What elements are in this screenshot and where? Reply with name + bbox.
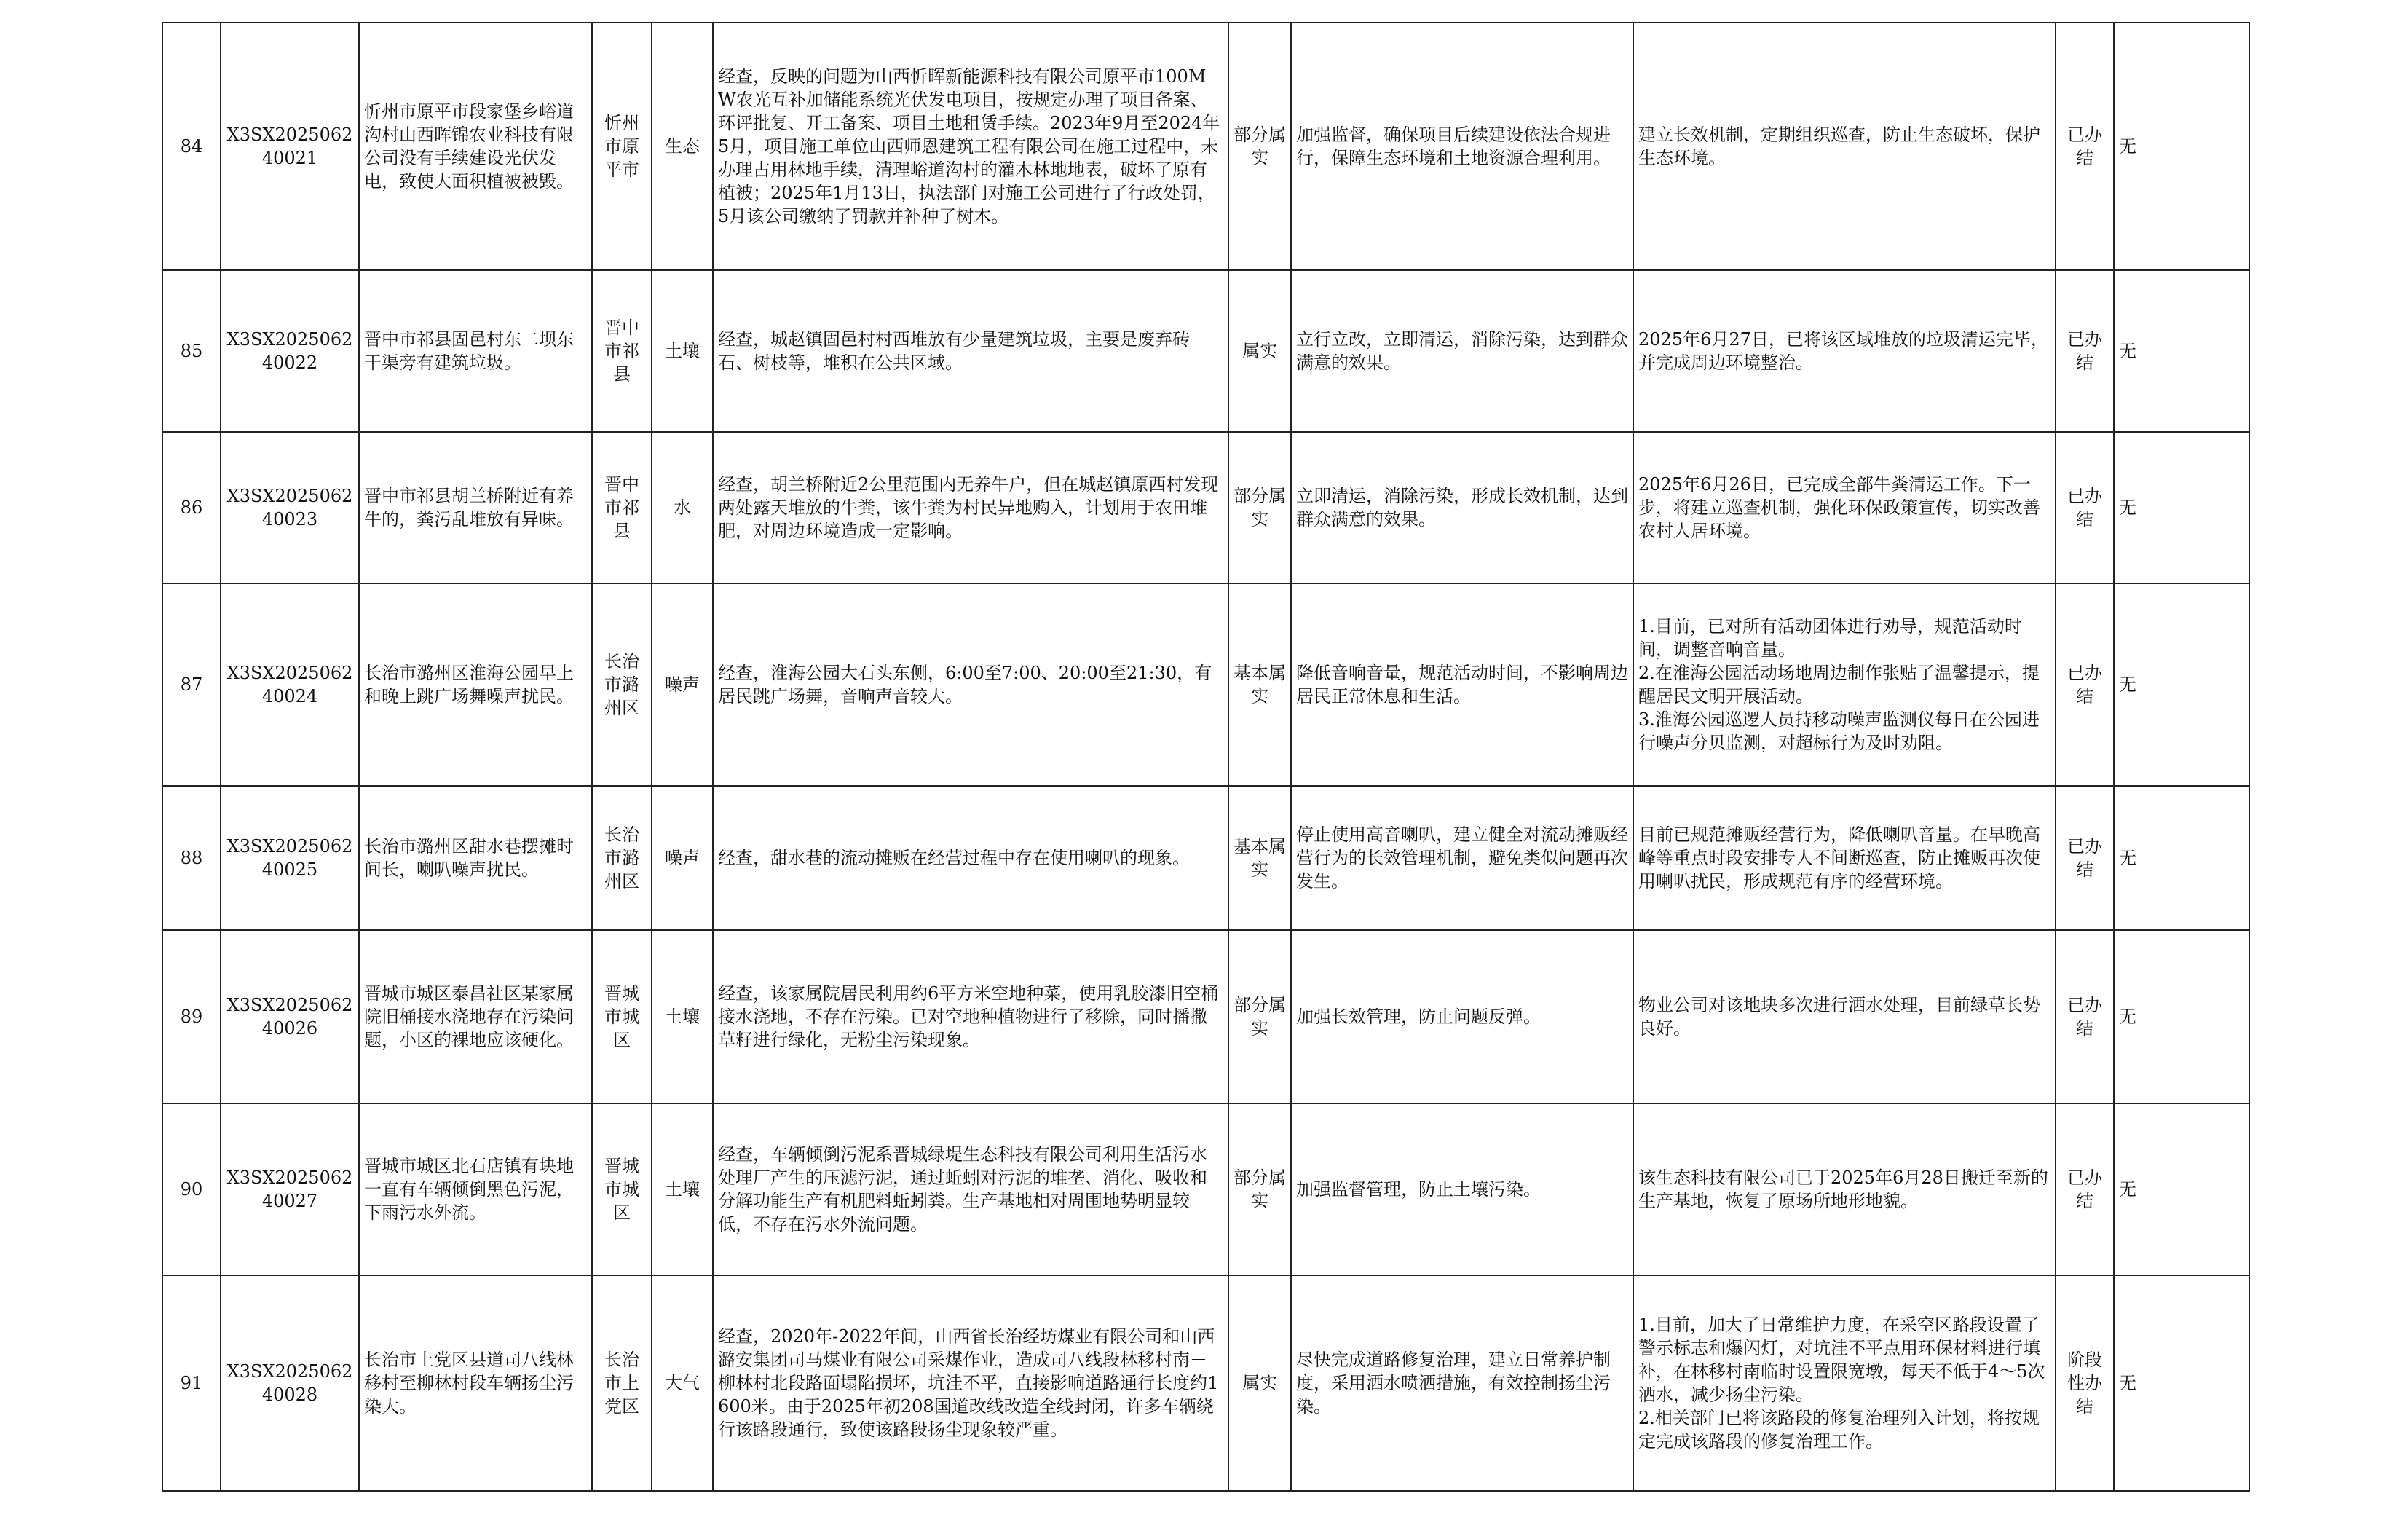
handling-requirement-cell: 尽快完成道路修复治理，建立日常养护制度，采用洒水喷洒措施，有效控制扬尘污染。 xyxy=(1291,1275,1633,1491)
verification-result-cell: 属实 xyxy=(1228,1275,1291,1491)
verification-result-cell: 部分属实 xyxy=(1228,1103,1291,1275)
complaint-description-cell: 晋中市祁县胡兰桥附近有养牛的，粪污乱堆放有异味。 xyxy=(359,432,592,583)
verification-result-cell: 基本属实 xyxy=(1228,583,1291,786)
remarks-cell: 无 xyxy=(2114,1275,2249,1491)
complaint-handling-table xyxy=(162,22,2250,1492)
completion-status-cell: 已办结 xyxy=(2056,583,2114,786)
handling-result-cell: 2025年6月26日，已完成全部牛粪清运工作。下一步，将建立巡查机制，强化环保政策宣传，切实改善农村人居环境。 xyxy=(1633,432,2056,583)
table-row xyxy=(162,270,2249,432)
case-code-cell: X3SX202506240021 xyxy=(221,23,359,270)
administrative-area-cell: 晋中市祁县 xyxy=(592,270,652,432)
case-code-cell: X3SX202506240024 xyxy=(221,583,359,786)
remarks-cell: 无 xyxy=(2114,786,2249,930)
table-row xyxy=(162,786,2249,930)
table-row xyxy=(162,583,2249,786)
handling-requirement-cell: 立即清运，消除污染，形成长效机制，达到群众满意的效果。 xyxy=(1291,432,1633,583)
handling-requirement-cell: 立行立改，立即清运，消除污染，达到群众满意的效果。 xyxy=(1291,270,1633,432)
table-row xyxy=(162,1103,2249,1275)
complaint-description-cell: 晋城市城区北石店镇有块地一直有车辆倾倒黑色污泥，下雨污水外流。 xyxy=(359,1103,592,1275)
table-row xyxy=(162,23,2249,270)
verification-result-cell: 部分属实 xyxy=(1228,432,1291,583)
investigation-finding-cell: 经查，甜水巷的流动摊贩在经营过程中存在使用喇叭的现象。 xyxy=(713,786,1228,930)
completion-status-cell: 已办结 xyxy=(2056,23,2114,270)
pollution-category-cell: 噪声 xyxy=(652,786,713,930)
administrative-area-cell: 忻州市原平市 xyxy=(592,23,652,270)
handling-result-cell: 物业公司对该地块多次进行洒水处理，目前绿草长势良好。 xyxy=(1633,930,2056,1103)
administrative-area-cell: 长治市上党区 xyxy=(592,1275,652,1491)
investigation-finding-cell: 经查，淮海公园大石头东侧，6:00至7:00、20:00至21:30，有居民跳广场舞，音响声音较大。 xyxy=(713,583,1228,786)
complaint-description-cell: 长治市潞州区淮海公园早上和晚上跳广场舞噪声扰民。 xyxy=(359,583,592,786)
case-code-cell: X3SX202506240022 xyxy=(221,270,359,432)
administrative-area-cell: 长治市潞州区 xyxy=(592,583,652,786)
handling-result-cell: 2025年6月27日，已将该区域堆放的垃圾清运完毕，并完成周边环境整治。 xyxy=(1633,270,2056,432)
case-code-cell: X3SX202506240025 xyxy=(221,786,359,930)
case-code-cell: X3SX202506240026 xyxy=(221,930,359,1103)
row-number-cell: 91 xyxy=(162,1275,221,1491)
investigation-finding-cell: 经查，城赵镇固邑村村西堆放有少量建筑垃圾，主要是废弃砖石、树枝等，堆积在公共区域。 xyxy=(713,270,1228,432)
investigation-finding-cell: 经查，反映的问题为山西忻晖新能源科技有限公司原平市100MW农光互补加储能系统光伏发电项目，按规定办理了项目备案、环评批复、开工备案、项目土地租赁手续。2023年9月至2024年5月，项目施工单位山西师恩建筑工程有限公司在施工过程中，未办理占用林地手续，清理峪道沟村的灌木林地地表，破坏了原有植被；2025年1月13日，执法部门对施工公司进行了行政处罚，5月该公司缴纳了罚款并补种了树木。 xyxy=(713,23,1228,270)
row-number-cell: 87 xyxy=(162,583,221,786)
pollution-category-cell: 生态 xyxy=(652,23,713,270)
row-number-cell: 85 xyxy=(162,270,221,432)
handling-result-cell: 1.目前，已对所有活动团体进行劝导，规范活动时间，调整音响音量。 2.在淮海公园活动场地周边制作张贴了温馨提示，提醒居民文明开展活动。 3.淮海公园巡逻人员持移动噪声监测仪每日在公园进行噪声分贝监测，对超标行为及时劝阻。 xyxy=(1633,583,2056,786)
case-code-cell: X3SX202506240023 xyxy=(221,432,359,583)
remarks-cell: 无 xyxy=(2114,583,2249,786)
completion-status-cell: 阶段性办结 xyxy=(2056,1275,2114,1491)
handling-result-cell: 目前已规范摊贩经营行为，降低喇叭音量。在早晚高峰等重点时段安排专人不间断巡查，防止摊贩再次使用喇叭扰民，形成规范有序的经营环境。 xyxy=(1633,786,2056,930)
table-row xyxy=(162,1275,2249,1491)
investigation-finding-cell: 经查，车辆倾倒污泥系晋城绿堤生态科技有限公司利用生活污水处理厂产生的压滤污泥，通过蚯蚓对污泥的堆垄、消化、吸收和分解功能生产有机肥料蚯蚓粪。生产基地相对周围地势明显较低，不存在污水外流问题。 xyxy=(713,1103,1228,1275)
verification-result-cell: 属实 xyxy=(1228,270,1291,432)
completion-status-cell: 已办结 xyxy=(2056,786,2114,930)
handling-requirement-cell: 停止使用高音喇叭，建立健全对流动摊贩经营行为的长效管理机制，避免类似问题再次发生。 xyxy=(1291,786,1633,930)
handling-requirement-cell: 降低音响音量，规范活动时间，不影响周边居民正常休息和生活。 xyxy=(1291,583,1633,786)
verification-result-cell: 部分属实 xyxy=(1228,930,1291,1103)
remarks-cell: 无 xyxy=(2114,930,2249,1103)
pollution-category-cell: 土壤 xyxy=(652,930,713,1103)
administrative-area-cell: 晋城市城区 xyxy=(592,1103,652,1275)
pollution-category-cell: 大气 xyxy=(652,1275,713,1491)
case-code-cell: X3SX202506240028 xyxy=(221,1275,359,1491)
table-row xyxy=(162,930,2249,1103)
verification-result-cell: 部分属实 xyxy=(1228,23,1291,270)
completion-status-cell: 已办结 xyxy=(2056,270,2114,432)
administrative-area-cell: 晋中市祁县 xyxy=(592,432,652,583)
handling-requirement-cell: 加强监督管理，防止土壤污染。 xyxy=(1291,1103,1633,1275)
handling-requirement-cell: 加强长效管理，防止问题反弹。 xyxy=(1291,930,1633,1103)
row-number-cell: 90 xyxy=(162,1103,221,1275)
row-number-cell: 89 xyxy=(162,930,221,1103)
complaint-description-cell: 晋城市城区泰昌社区某家属院旧桶接水浇地存在污染问题，小区的裸地应该硬化。 xyxy=(359,930,592,1103)
remarks-cell: 无 xyxy=(2114,432,2249,583)
handling-result-cell: 建立长效机制，定期组织巡查，防止生态破坏，保护生态环境。 xyxy=(1633,23,2056,270)
pollution-category-cell: 水 xyxy=(652,432,713,583)
document-page xyxy=(162,22,2249,1492)
remarks-cell: 无 xyxy=(2114,23,2249,270)
table-body xyxy=(162,23,2249,1491)
row-number-cell: 86 xyxy=(162,432,221,583)
complaint-description-cell: 长治市上党区县道司八线林移村至柳林村段车辆扬尘污染大。 xyxy=(359,1275,592,1491)
remarks-cell: 无 xyxy=(2114,1103,2249,1275)
handling-result-cell: 1.目前，加大了日常维护力度，在采空区路段设置了警示标志和爆闪灯，对坑洼不平点用环保材料进行填补，在林移村南临时设置限宽墩，每天不低于4～5次洒水，减少扬尘污染。 2.相关部门已将该路段的修复治理列入计划，将按规定完成该路段的修复治理工作。 xyxy=(1633,1275,2056,1491)
investigation-finding-cell: 经查，胡兰桥附近2公里范围内无养牛户，但在城赵镇原西村发现两处露天堆放的牛粪，该牛粪为村民异地购入，计划用于农田堆肥，对周边环境造成一定影响。 xyxy=(713,432,1228,583)
complaint-description-cell: 长治市潞州区甜水巷摆摊时间长，喇叭噪声扰民。 xyxy=(359,786,592,930)
completion-status-cell: 已办结 xyxy=(2056,432,2114,583)
row-number-cell: 84 xyxy=(162,23,221,270)
investigation-finding-cell: 经查，该家属院居民利用约6平方米空地种菜，使用乳胶漆旧空桶接水浇地，不存在污染。已对空地种植物进行了移除，同时播撒草籽进行绿化，无粉尘污染现象。 xyxy=(713,930,1228,1103)
pollution-category-cell: 噪声 xyxy=(652,583,713,786)
investigation-finding-cell: 经查，2020年-2022年间，山西省长治经坊煤业有限公司和山西潞安集团司马煤业有限公司采煤作业，造成司八线段林移村南－柳林村北段路面塌陷损坏，坑洼不平，直接影响道路通行长度约1600米。由于2025年初208国道改线改造全线封闭，许多车辆绕行该路段通行，致使该路段扬尘现象较严重。 xyxy=(713,1275,1228,1491)
handling-result-cell: 该生态科技有限公司已于2025年6月28日搬迁至新的生产基地，恢复了原场所地形地貌。 xyxy=(1633,1103,2056,1275)
completion-status-cell: 已办结 xyxy=(2056,1103,2114,1275)
handling-requirement-cell: 加强监督，确保项目后续建设依法合规进行，保障生态环境和土地资源合理利用。 xyxy=(1291,23,1633,270)
verification-result-cell: 基本属实 xyxy=(1228,786,1291,930)
administrative-area-cell: 长治市潞州区 xyxy=(592,786,652,930)
completion-status-cell: 已办结 xyxy=(2056,930,2114,1103)
table-row xyxy=(162,432,2249,583)
row-number-cell: 88 xyxy=(162,786,221,930)
remarks-cell: 无 xyxy=(2114,270,2249,432)
administrative-area-cell: 晋城市城区 xyxy=(592,930,652,1103)
pollution-category-cell: 土壤 xyxy=(652,1103,713,1275)
complaint-description-cell: 忻州市原平市段家堡乡峪道沟村山西晖锦农业科技有限公司没有手续建设光伏发电，致使大面积植被被毁。 xyxy=(359,23,592,270)
case-code-cell: X3SX202506240027 xyxy=(221,1103,359,1275)
complaint-description-cell: 晋中市祁县固邑村东二坝东干渠旁有建筑垃圾。 xyxy=(359,270,592,432)
pollution-category-cell: 土壤 xyxy=(652,270,713,432)
